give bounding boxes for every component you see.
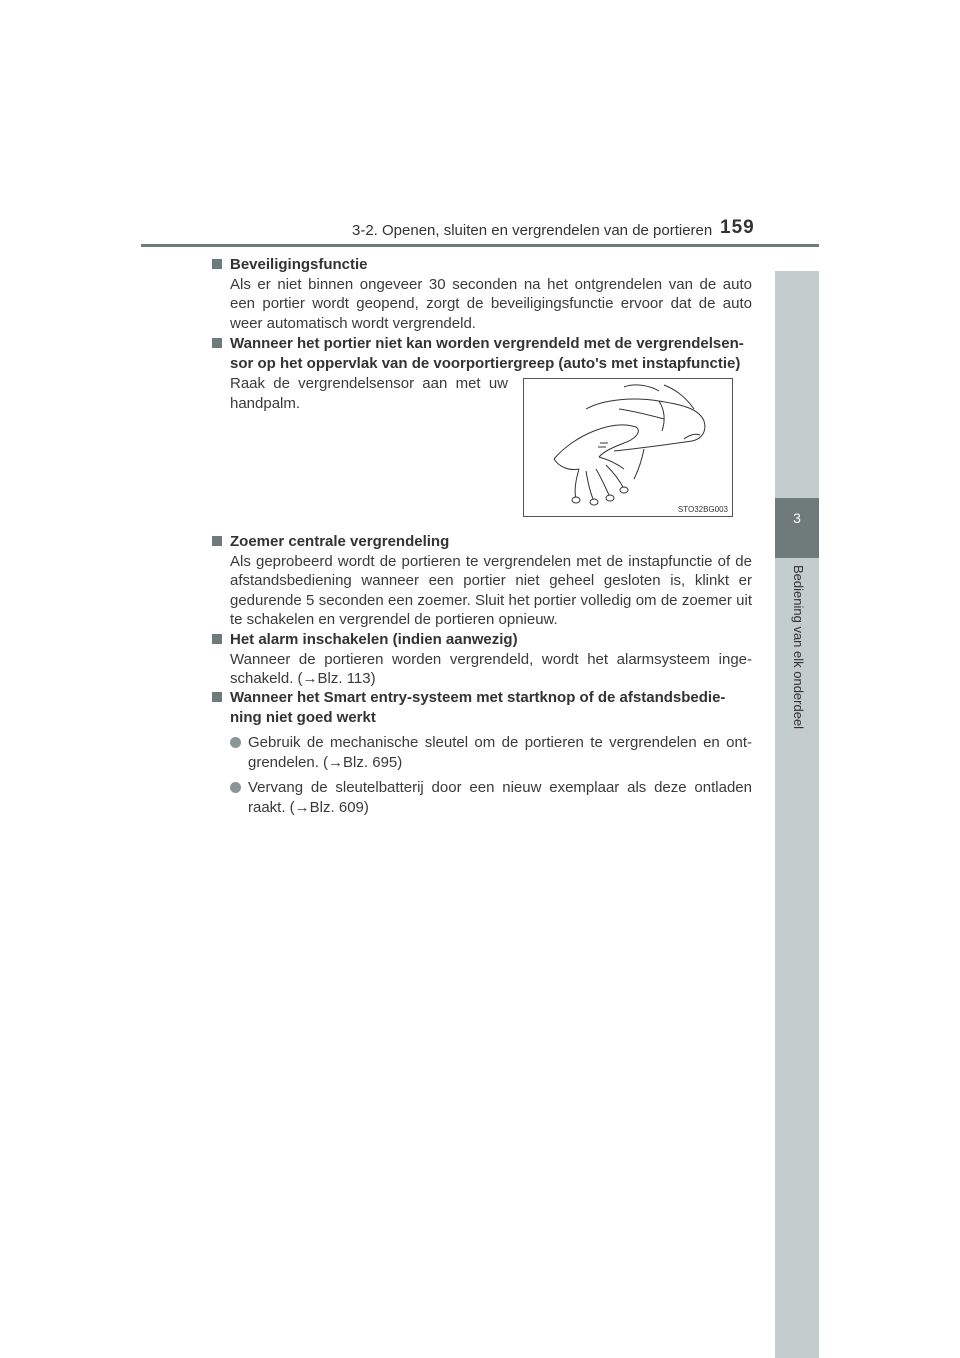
round-bullet-icon: [230, 782, 241, 793]
chapter-number-tab: 3: [775, 498, 819, 558]
section-smart-entry: [212, 688, 752, 818]
square-bullet-icon: [212, 634, 222, 644]
round-bullet-icon: [230, 737, 241, 748]
section-heading: [212, 255, 752, 275]
square-bullet-icon: [212, 692, 222, 702]
list-item: [212, 778, 752, 817]
sensor-instruction: Raak de vergrendelsensor aan met uw handpalm.: [230, 375, 508, 412]
heading-text: Beveiligingsfunctie: [230, 256, 368, 273]
section-heading: [212, 532, 752, 552]
list-item: [212, 733, 752, 772]
heading-text: Wanneer het portier niet kan worden vergrendeld met de vergrendelsen-sor op het oppervlak van de voorportiergreep (auto's met instapfunctie): [230, 335, 744, 372]
header-rule: [141, 244, 819, 247]
page-header-title: 3-2. Openen, sluiten en vergrendelen van de portieren: [352, 222, 713, 239]
heading-text: Het alarm inschakelen (indien aanwezig): [230, 631, 518, 648]
heading-text: Wanneer het Smart entry-systeem met startknop of de afstandsbedie-ning niet goed werkt: [230, 689, 726, 726]
hand-on-door-handle-icon: [524, 379, 732, 516]
section-buzzer: [212, 532, 752, 630]
section-body: Als geprobeerd wordt de portieren te vergrendelen met de instapfunctie of de afstandsbediening wanneer een portier niet geheel gesloten is, klinkt er gedurende 5 seconden een zoemer. Sluit het portier volledig om de zoemer uit te schakelen en vergrendel de portieren opnieuw.: [230, 552, 752, 629]
heading-text: Zoemer centrale vergrendeling: [230, 533, 450, 550]
figure-code: STO32BG003: [677, 505, 728, 514]
door-handle-figure: [523, 378, 733, 517]
section-alarm: [212, 630, 752, 689]
section-heading: [212, 688, 752, 727]
section-body: Wanneer de portieren worden vergrendeld, wordt het alarmsysteem inge-schakeld. (→Blz. 113): [230, 650, 752, 688]
list-item-text: Vervang de sleutelbatterij door een nieuw exemplaar als deze ontladen raakt. (→Blz. 609): [248, 779, 752, 816]
page-number: 159: [720, 217, 755, 238]
square-bullet-icon: [212, 338, 222, 348]
section-sensor: [212, 334, 752, 373]
square-bullet-icon: [212, 536, 222, 546]
chapter-label: Bediening van elk onderdeel: [791, 565, 806, 730]
section-security: [212, 255, 752, 333]
square-bullet-icon: [212, 259, 222, 269]
section-heading: [212, 334, 752, 373]
section-body: Als er niet binnen ongeveer 30 seconden na het ontgrendelen van de auto een portier wordt geopend, zorgt de beveiligingsfunctie ervoor dat de auto weer automatisch wordt vergrendeld.: [230, 275, 752, 332]
list-item-text: Gebruik de mechanische sleutel om de portieren te vergrendelen en ont-grendelen. (→Blz. 695): [248, 734, 752, 771]
section-heading: [212, 630, 752, 650]
side-tab-top: [775, 271, 819, 498]
